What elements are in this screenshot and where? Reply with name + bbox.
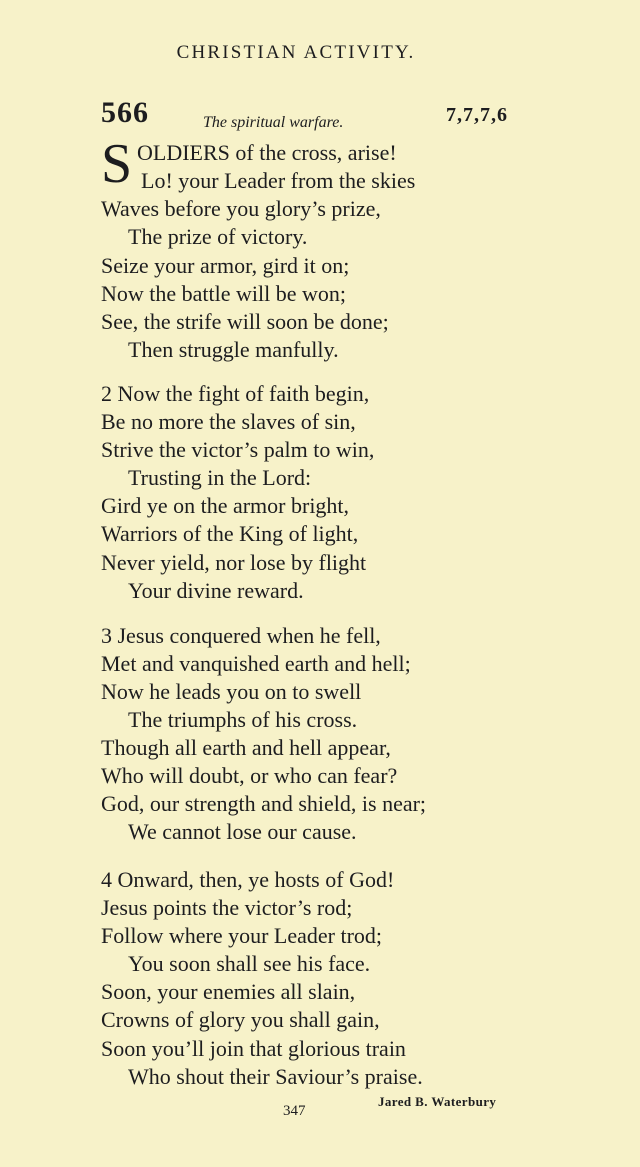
stanza-line: We cannot lose our cause. [128, 819, 357, 844]
stanza-line: Now the battle will be won; [101, 281, 347, 306]
stanza-line: Who will doubt, or who can fear? [101, 763, 398, 788]
hymn-subtitle: The spiritual warfare. [203, 114, 344, 131]
stanza-line: You soon shall see his face. [128, 951, 371, 976]
stanza-line: Now he leads you on to swell [101, 679, 362, 704]
author-attribution: Jared B. Waterbury [378, 1094, 497, 1109]
stanza-line: Then struggle manfully. [128, 337, 339, 362]
hymn-meter: 7,7,7,6 [446, 104, 508, 126]
hymn-number: 566 [101, 96, 149, 129]
stanza-line: 4 Onward, then, ye hosts of God! [101, 867, 395, 892]
stanza-line: Trusting in the Lord: [128, 465, 312, 490]
stanza-line: The triumphs of his cross. [128, 707, 358, 732]
stanza-line: See, the strife will soon be done; [101, 309, 389, 334]
drop-cap: S [101, 133, 133, 195]
stanza-line: Who shout their Saviour’s praise. [128, 1064, 423, 1089]
running-head: CHRISTIAN ACTIVITY. [176, 42, 416, 63]
stanza-line: Met and vanquished earth and hell; [101, 651, 411, 676]
stanza-line: Be no more the slaves of sin, [101, 409, 356, 434]
stanza-line: Warriors of the King of light, [101, 521, 359, 546]
page-number: 347 [283, 1103, 306, 1119]
stanza-line: Follow where your Leader trod; [101, 923, 383, 948]
stanza-line: 3 Jesus conquered when he fell, [101, 623, 381, 648]
stanza-line: Never yield, nor lose by flight [101, 550, 367, 575]
stanza-line: Jesus points the victor’s rod; [101, 895, 353, 920]
stanza-line: Soon, your enemies all slain, [101, 979, 356, 1004]
stanza-line: Soon you’ll join that glorious train [101, 1036, 406, 1061]
stanza-line: OLDIERS of the cross, arise! [137, 140, 397, 165]
stanza-line: Lo! your Leader from the skies [141, 168, 416, 193]
stanza-line: Your divine reward. [128, 578, 304, 603]
stanza-line: Strive the victor’s palm to win, [101, 437, 375, 462]
stanza-line: Seize your armor, gird it on; [101, 253, 350, 278]
stanza-line: The prize of victory. [128, 224, 308, 249]
stanza-line: 2 Now the fight of faith begin, [101, 381, 370, 406]
stanza-line: Gird ye on the armor bright, [101, 493, 350, 518]
stanza-line: Though all earth and hell appear, [101, 735, 391, 760]
stanza-line: Waves before you glory’s prize, [101, 196, 381, 221]
stanza-line: God, our strength and shield, is near; [101, 791, 427, 816]
stanza-line: Crowns of glory you shall gain, [101, 1007, 380, 1032]
